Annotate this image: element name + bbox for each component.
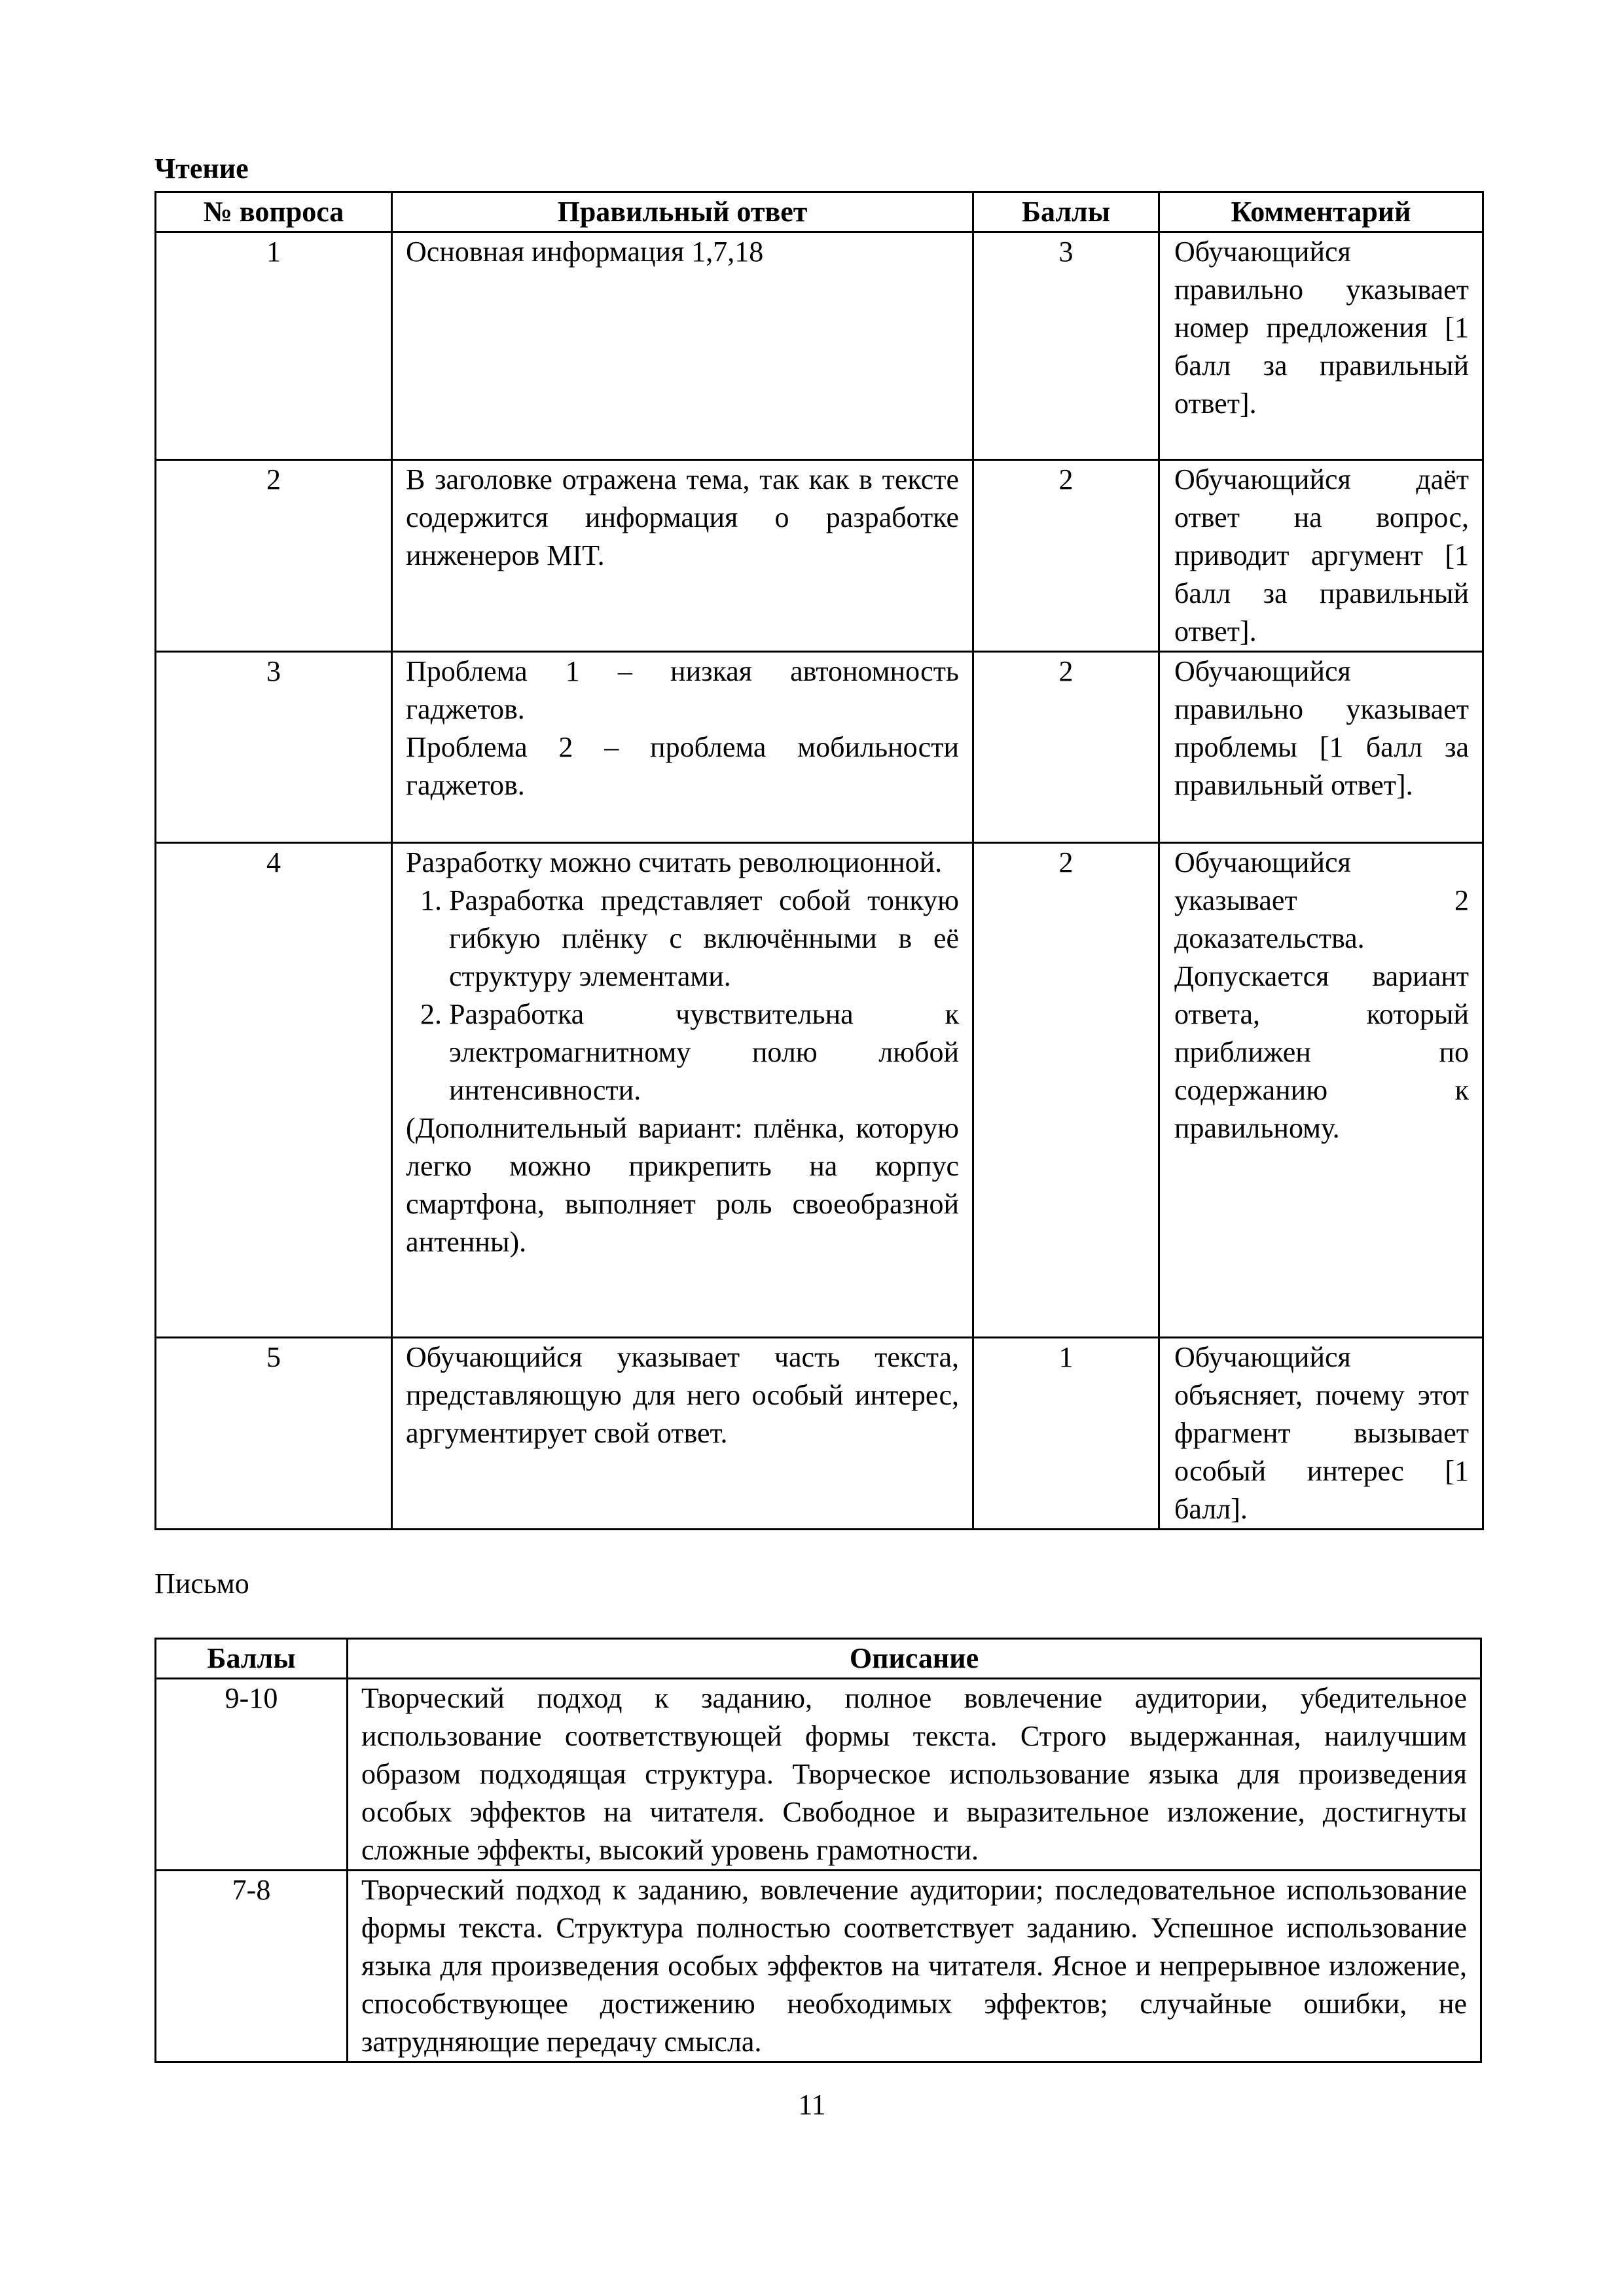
score-range-cell: 9-10 [156, 1679, 348, 1871]
correct-answer-cell [392, 232, 973, 460]
column-header-correct-answer: Правильный ответ [392, 192, 973, 232]
answer-paragraph: Проблема 2 – проблема мобильности гаджетов. [406, 731, 959, 801]
answer-paragraph: Разработку можно считать революционной. [406, 846, 943, 878]
list-item: 1. Разработка представляет собой тонкую гибкую плёнку с включёнными в её структуру элементами. [449, 882, 959, 996]
table-row [156, 460, 1483, 652]
comment-cell: Обучающийся правильно указывает номер предложения [1 балл за правильный ответ]. [1159, 232, 1483, 460]
points-cell: 1 [973, 1338, 1159, 1530]
answer-paragraph: Проблема 1 – низкая автономность гаджетов. [406, 655, 959, 725]
table-header-row [156, 192, 1483, 232]
points-cell: 2 [973, 652, 1159, 843]
comment-cell: Обучающийся правильно указывает проблемы [1 балл за правильный ответ]. [1159, 652, 1483, 843]
column-header-description: Описание [348, 1639, 1481, 1679]
list-item: 2. Разработка чувствительна к электромагнитному полю любой интенсивности. [449, 996, 959, 1109]
writing-table-body [156, 1679, 1481, 2062]
reading-table-body [156, 232, 1483, 1530]
answer-paragraph: Основная информация 1,7,18 [406, 236, 764, 268]
correct-answer-cell [392, 1338, 973, 1530]
description-cell: Творческий подход к заданию, полное вовлечение аудитории, убедительное использование соответствующей формы текста. Строго выдержанная, наилучшим образом подходящая структура. Творческое использование языка для произведения особых эффектов на читателя. Свободное и выразительное изложение, достигнуты сложные эффекты, высокий уровень грамотности. [348, 1679, 1481, 1871]
question-number-cell: 1 [156, 232, 392, 460]
question-number-cell: 4 [156, 843, 392, 1338]
comment-cell: Обучающийся указывает 2 доказательства. Допускается вариант ответа, который приближен по содержанию к правильному. [1159, 843, 1483, 1338]
table-row [156, 652, 1483, 843]
correct-answer-cell [392, 460, 973, 652]
table-header-row [156, 1639, 1481, 1679]
answer-additional-note: (Дополнительный вариант: плёнка, которую легко можно прикрепить на корпус смартфона, выполняет роль своеобразной антенны). [406, 1112, 959, 1258]
table-row [156, 1679, 1481, 1871]
writing-criteria-table [154, 1638, 1482, 2063]
comment-cell: Обучающийся объясняет, почему этот фрагмент вызывает особый интерес [1 балл]. [1159, 1338, 1483, 1530]
column-header-points: Баллы [156, 1639, 348, 1679]
score-range-cell: 7-8 [156, 1871, 348, 2062]
page-number: 11 [798, 2089, 826, 2121]
correct-answer-cell [392, 652, 973, 843]
reading-section-title: Чтение [154, 152, 249, 185]
question-number-cell: 2 [156, 460, 392, 652]
table-row [156, 843, 1483, 1338]
table-row [156, 232, 1483, 460]
writing-section-title: Письмо [154, 1568, 249, 1600]
correct-answer-cell [392, 843, 973, 1338]
comment-cell: Обучающийся даёт ответ на вопрос, приводит аргумент [1 балл за правильный ответ]. [1159, 460, 1483, 652]
reading-answers-table [154, 191, 1484, 1530]
points-cell: 2 [973, 843, 1159, 1338]
answer-numbered-list [406, 882, 959, 1109]
column-header-comment: Комментарий [1159, 192, 1483, 232]
question-number-cell: 5 [156, 1338, 392, 1530]
column-header-question-number: № вопроса [156, 192, 392, 232]
points-cell: 3 [973, 232, 1159, 460]
points-cell: 2 [973, 460, 1159, 652]
question-number-cell: 3 [156, 652, 392, 843]
description-cell: Творческий подход к заданию, вовлечение аудитории; последовательное использование формы текста. Структура полностью соответствует заданию. Успешное использование языка для произведения особых эффектов на читателя. Ясное и непрерывное изложение, способствующее достижению необходимых эффектов; случайные ошибки, не затрудняющие передачу смысла. [348, 1871, 1481, 2062]
table-row [156, 1871, 1481, 2062]
answer-paragraph: Обучающийся указывает часть текста, представляющую для него особый интерес, аргументирует свой ответ. [406, 1341, 959, 1449]
table-row [156, 1338, 1483, 1530]
answer-paragraph: В заголовке отражена тема, так как в тексте содержится информация о разработке инженеров MIT. [406, 463, 959, 571]
column-header-points: Баллы [973, 192, 1159, 232]
